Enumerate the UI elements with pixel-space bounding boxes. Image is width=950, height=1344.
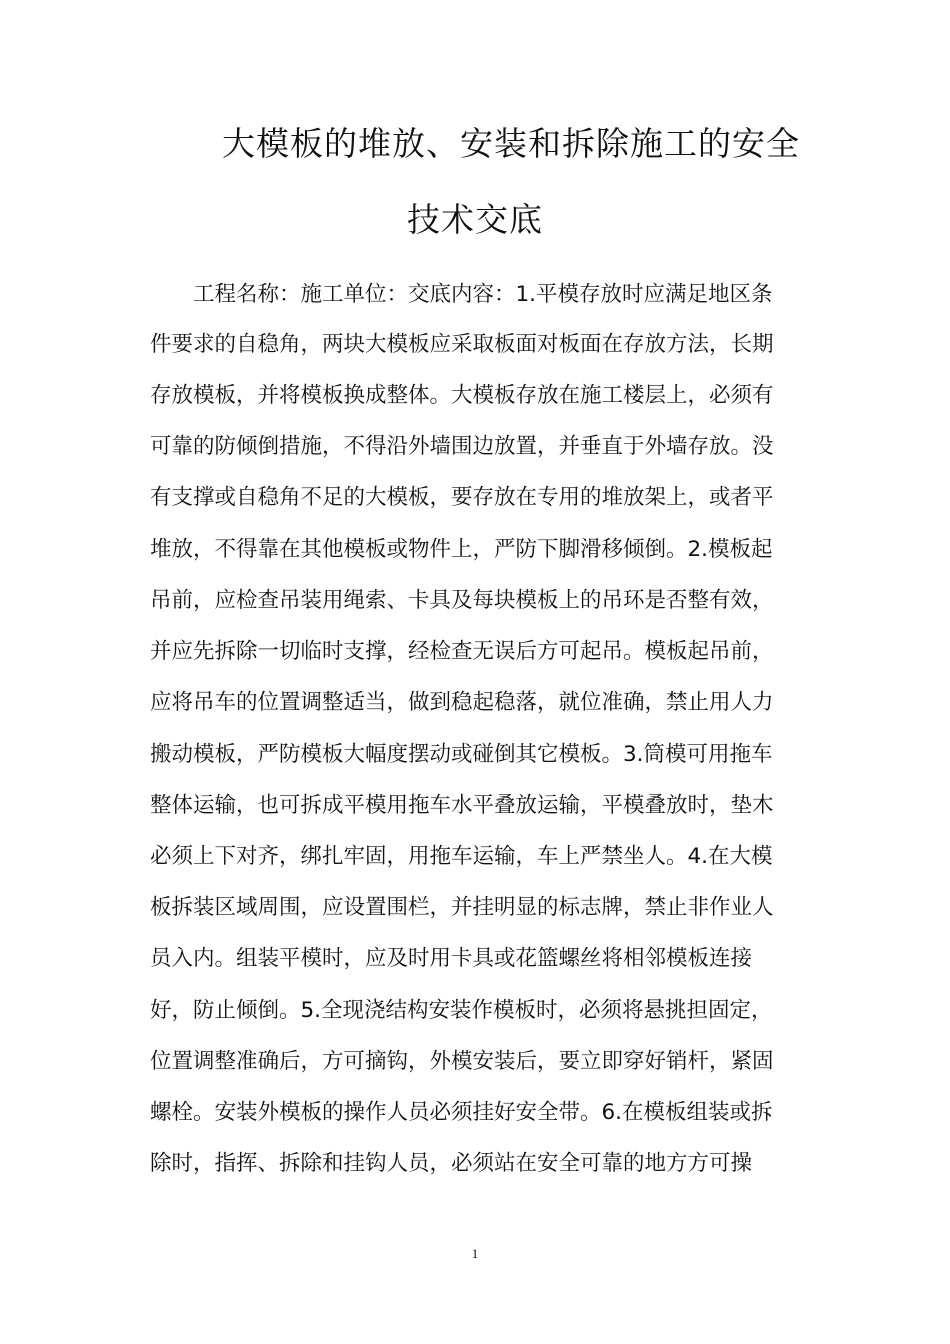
document-title-line-2: 技术交底: [407, 200, 543, 239]
body-text-line: 搬动模板，严防模板大幅度摆动或碰倒其它模板。3.筒模可用拖车: [150, 742, 773, 767]
body-text-line: 可靠的防倾倒措施，不得沿外墙围边放置，并垂直于外墙存放。没: [150, 434, 774, 459]
document-title-line-1: 大模板的堆放、安装和拆除施工的安全: [222, 124, 800, 163]
body-text-line: 好，防止倾倒。5.全现浇结构安装作模板时，必须将悬挑担固定，: [150, 998, 773, 1023]
page-number: 1: [471, 1246, 479, 1261]
body-text-line: 板拆装区域周围，应设置围栏，并挂明显的标志牌，禁止非作业人: [150, 895, 774, 920]
body-text-line: 工程名称：施工单位：交底内容：1.平模存放时应满足地区条: [193, 282, 773, 307]
body-text-line: 并应先拆除一切临时支撑，经检查无误后方可起吊。模板起吊前，: [150, 639, 774, 664]
body-text-line: 位置调整准确后，方可摘钩，外模安装后，要立即穿好销杆，紧固: [150, 1049, 774, 1074]
body-text-line: 员入内。组装平模时，应及时用卡具或花篮螺丝将相邻模板连接: [150, 946, 753, 971]
body-text-line: 整体运输，也可拆成平模用拖车水平叠放运输，平模叠放时，垫木: [150, 793, 774, 818]
body-text-line: 螺栓。安装外模板的操作人员必须挂好安全带。6.在模板组装或拆: [150, 1100, 773, 1125]
body-text-line: 除时，指挥、拆除和挂钩人员，必须站在安全可靠的地方方可操: [150, 1151, 753, 1176]
body-text-line: 吊前，应检查吊装用绳索、卡具及每块模板上的吊环是否整有效，: [150, 588, 774, 613]
body-text-line: 件要求的自稳角，两块大模板应采取板面对板面在存放方法，长期: [150, 332, 774, 357]
body-text-line: 有支撑或自稳角不足的大模板，要存放在专用的堆放架上，或者平: [150, 485, 774, 510]
body-text-line: 应将吊车的位置调整适当，做到稳起稳落，就位准确，禁止用人力: [150, 690, 774, 715]
body-text-line: 存放模板，并将模板换成整体。大模板存放在施工楼层上，必须有: [150, 383, 774, 408]
body-text-line: 堆放，不得靠在其他模板或物件上，严防下脚滑移倾倒。2.模板起: [150, 537, 773, 562]
body-text-line: 必须上下对齐，绑扎牢固，用拖车运输，车上严禁坐人。4.在大模: [150, 844, 773, 869]
